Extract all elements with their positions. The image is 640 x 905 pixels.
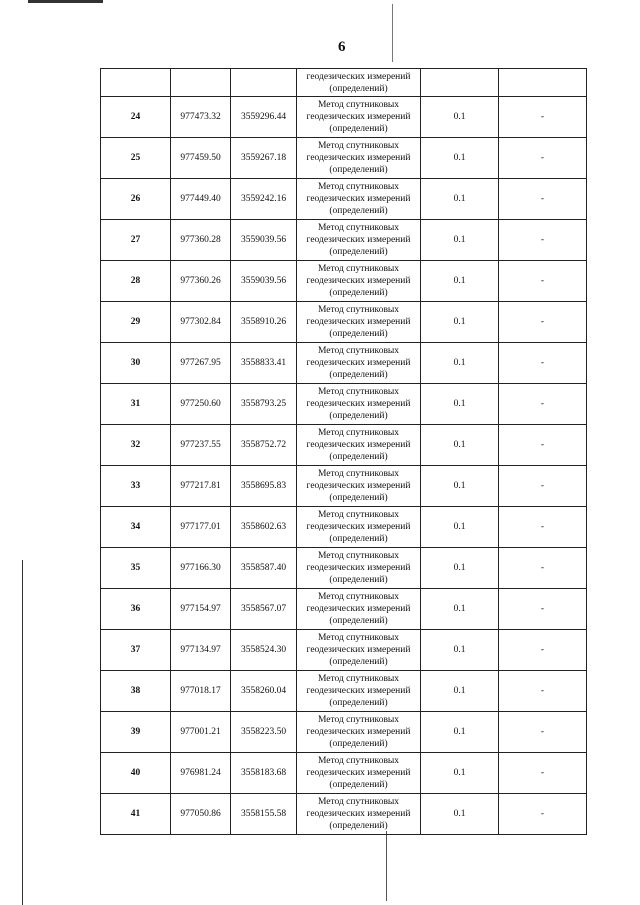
cell-method xyxy=(297,425,421,466)
cell-method xyxy=(297,97,421,138)
cell-y: 3558260.04 xyxy=(231,671,297,712)
cell-method xyxy=(297,69,421,97)
cell-description: - xyxy=(499,671,587,712)
cell-num: 25 xyxy=(101,138,171,179)
cell-accuracy: 0.1 xyxy=(421,630,499,671)
method-line: Метод спутниковых xyxy=(317,510,400,520)
cell-description: - xyxy=(499,343,587,384)
cell-x: 977302.84 xyxy=(171,302,231,343)
table-row xyxy=(101,712,587,753)
scan-left-rule xyxy=(22,560,23,905)
scan-center-rule-top xyxy=(392,4,393,62)
method-line: Метод спутниковых xyxy=(317,223,400,233)
method-line: геодезических измерений xyxy=(306,440,411,450)
cell-method xyxy=(297,712,421,753)
method-line: геодезических измерений xyxy=(306,276,411,286)
cell-accuracy xyxy=(421,69,499,97)
cell-description: - xyxy=(499,794,587,835)
cell-description: - xyxy=(499,589,587,630)
cell-method xyxy=(297,630,421,671)
cell-y xyxy=(231,69,297,97)
cell-accuracy: 0.1 xyxy=(421,384,499,425)
cell-accuracy: 0.1 xyxy=(421,589,499,630)
cell-accuracy: 0.1 xyxy=(421,261,499,302)
table-row xyxy=(101,138,587,179)
cell-x xyxy=(171,69,231,97)
cell-x: 977250.60 xyxy=(171,384,231,425)
cell-accuracy: 0.1 xyxy=(421,794,499,835)
cell-accuracy: 0.1 xyxy=(421,753,499,794)
method-line: геодезических измерений xyxy=(306,727,411,737)
cell-description: - xyxy=(499,425,587,466)
cell-num: 41 xyxy=(101,794,171,835)
cell-description xyxy=(499,69,587,97)
cell-num: 31 xyxy=(101,384,171,425)
method-line: Метод спутниковых xyxy=(317,182,400,192)
cell-num: 38 xyxy=(101,671,171,712)
cell-num: 29 xyxy=(101,302,171,343)
cell-accuracy: 0.1 xyxy=(421,179,499,220)
method-line: Метод спутниковых xyxy=(317,264,400,274)
cell-num: 32 xyxy=(101,425,171,466)
cell-y: 3558524.30 xyxy=(231,630,297,671)
cell-description: - xyxy=(499,97,587,138)
cell-x: 977459.50 xyxy=(171,138,231,179)
method-line: геодезических измерений xyxy=(306,153,411,163)
cell-description: - xyxy=(499,220,587,261)
cell-method xyxy=(297,671,421,712)
cell-x: 977154.97 xyxy=(171,589,231,630)
cell-accuracy: 0.1 xyxy=(421,507,499,548)
method-line: (определений) xyxy=(329,534,388,544)
method-line: Метод спутниковых xyxy=(317,428,400,438)
cell-x: 977217.81 xyxy=(171,466,231,507)
table-row xyxy=(101,97,587,138)
cell-num: 26 xyxy=(101,179,171,220)
cell-num: 39 xyxy=(101,712,171,753)
method-line: геодезических измерений xyxy=(306,399,411,409)
method-line: Метод спутниковых xyxy=(317,100,400,110)
scan-top-bar xyxy=(28,0,103,3)
method-line: Метод спутниковых xyxy=(317,633,400,643)
method-line: Метод спутниковых xyxy=(317,551,400,561)
cell-y: 3558833.41 xyxy=(231,343,297,384)
table-row xyxy=(101,753,587,794)
cell-accuracy: 0.1 xyxy=(421,97,499,138)
cell-description: - xyxy=(499,548,587,589)
cell-method xyxy=(297,220,421,261)
table-row xyxy=(101,794,587,835)
cell-description: - xyxy=(499,179,587,220)
cell-num: 28 xyxy=(101,261,171,302)
cell-accuracy: 0.1 xyxy=(421,425,499,466)
cell-y: 3558567.07 xyxy=(231,589,297,630)
cell-accuracy: 0.1 xyxy=(421,343,499,384)
cell-num xyxy=(101,69,171,97)
method-line: геодезических измерений xyxy=(306,522,411,532)
method-line: Метод спутниковых xyxy=(317,469,400,479)
cell-y: 3559267.18 xyxy=(231,138,297,179)
page-number: 6 xyxy=(338,39,346,55)
table-row xyxy=(101,343,587,384)
cell-description: - xyxy=(499,507,587,548)
cell-method xyxy=(297,753,421,794)
cell-num: 34 xyxy=(101,507,171,548)
cell-x: 977449.40 xyxy=(171,179,231,220)
cell-description: - xyxy=(499,261,587,302)
cell-y: 3558602.63 xyxy=(231,507,297,548)
cell-y: 3558587.40 xyxy=(231,548,297,589)
cell-y: 3558183.68 xyxy=(231,753,297,794)
method-line: геодезических измерений xyxy=(306,235,411,245)
cell-accuracy: 0.1 xyxy=(421,548,499,589)
cell-method xyxy=(297,384,421,425)
method-line: Метод спутниковых xyxy=(317,346,400,356)
cell-x: 977360.28 xyxy=(171,220,231,261)
method-line: (определений) xyxy=(329,739,388,749)
table-row-continuation xyxy=(101,69,587,97)
cell-x: 977050.86 xyxy=(171,794,231,835)
method-line: Метод спутниковых xyxy=(317,715,400,725)
method-line: (определений) xyxy=(329,780,388,790)
table-row xyxy=(101,261,587,302)
method-line: (определений) xyxy=(329,657,388,667)
method-line: (определений) xyxy=(329,575,388,585)
cell-x: 977267.95 xyxy=(171,343,231,384)
table-row xyxy=(101,589,587,630)
cell-method xyxy=(297,589,421,630)
cell-num: 35 xyxy=(101,548,171,589)
table-row xyxy=(101,548,587,589)
method-line: Метод спутниковых xyxy=(317,387,400,397)
method-line: геодезических измерений xyxy=(306,645,411,655)
method-line: Метод спутниковых xyxy=(317,674,400,684)
cell-y: 3558155.58 xyxy=(231,794,297,835)
table-row xyxy=(101,302,587,343)
cell-y: 3558752.72 xyxy=(231,425,297,466)
cell-method xyxy=(297,343,421,384)
cell-accuracy: 0.1 xyxy=(421,671,499,712)
cell-y: 3558695.83 xyxy=(231,466,297,507)
table-row xyxy=(101,466,587,507)
method-line: геодезических измерений xyxy=(306,317,411,327)
cell-y: 3558910.26 xyxy=(231,302,297,343)
cell-num: 24 xyxy=(101,97,171,138)
method-line: (определений) xyxy=(329,370,388,380)
scan-center-rule-bottom xyxy=(386,831,387,901)
method-line: Метод спутниковых xyxy=(317,141,400,151)
cell-x: 977001.21 xyxy=(171,712,231,753)
cell-accuracy: 0.1 xyxy=(421,466,499,507)
cell-num: 36 xyxy=(101,589,171,630)
method-line: геодезических измерений xyxy=(306,563,411,573)
method-line: геодезических измерений xyxy=(306,768,411,778)
cell-accuracy: 0.1 xyxy=(421,712,499,753)
method-line: Метод спутниковых xyxy=(317,592,400,602)
cell-description: - xyxy=(499,466,587,507)
cell-y: 3558223.50 xyxy=(231,712,297,753)
method-line: Метод спутниковых xyxy=(317,797,400,807)
method-line: (определений) xyxy=(329,411,388,421)
cell-accuracy: 0.1 xyxy=(421,302,499,343)
cell-description: - xyxy=(499,302,587,343)
table-row xyxy=(101,384,587,425)
cell-method xyxy=(297,507,421,548)
method-line: (определений) xyxy=(329,83,388,94)
method-line: геодезических измерений xyxy=(306,194,411,204)
cell-y: 3559242.16 xyxy=(231,179,297,220)
method-line: (определений) xyxy=(329,493,388,503)
cell-x: 977177.01 xyxy=(171,507,231,548)
cell-x: 977018.17 xyxy=(171,671,231,712)
cell-accuracy: 0.1 xyxy=(421,220,499,261)
method-line: (определений) xyxy=(329,616,388,626)
cell-method xyxy=(297,138,421,179)
cell-method xyxy=(297,261,421,302)
cell-x: 977237.55 xyxy=(171,425,231,466)
cell-method xyxy=(297,302,421,343)
cell-y: 3559296.44 xyxy=(231,97,297,138)
method-line: (определений) xyxy=(329,288,388,298)
method-line: Метод спутниковых xyxy=(317,305,400,315)
cell-y: 3559039.56 xyxy=(231,261,297,302)
cell-description: - xyxy=(499,630,587,671)
method-line: геодезических измерений xyxy=(306,112,411,122)
cell-method xyxy=(297,179,421,220)
method-line: геодезических измерений xyxy=(306,481,411,491)
cell-num: 37 xyxy=(101,630,171,671)
cell-accuracy: 0.1 xyxy=(421,138,499,179)
cell-x: 977473.32 xyxy=(171,97,231,138)
table-row xyxy=(101,179,587,220)
cell-x: 977360.26 xyxy=(171,261,231,302)
cell-y: 3559039.56 xyxy=(231,220,297,261)
cell-y: 3558793.25 xyxy=(231,384,297,425)
cell-description: - xyxy=(499,712,587,753)
method-line: (определений) xyxy=(329,165,388,175)
method-line: геодезических измерений xyxy=(306,809,411,819)
method-line: геодезических измерений xyxy=(306,686,411,696)
method-line: (определений) xyxy=(329,247,388,257)
method-line: (определений) xyxy=(329,698,388,708)
coordinates-table xyxy=(100,68,587,835)
table-row xyxy=(101,425,587,466)
cell-x: 976981.24 xyxy=(171,753,231,794)
cell-num: 33 xyxy=(101,466,171,507)
method-line: Метод спутниковых xyxy=(317,756,400,766)
method-line: геодезических измерений xyxy=(306,71,411,82)
cell-x: 977134.97 xyxy=(171,630,231,671)
method-line: геодезических измерений xyxy=(306,604,411,614)
cell-x: 977166.30 xyxy=(171,548,231,589)
table-row xyxy=(101,671,587,712)
cell-method xyxy=(297,548,421,589)
table-row xyxy=(101,220,587,261)
cell-description: - xyxy=(499,384,587,425)
cell-num: 40 xyxy=(101,753,171,794)
table-row xyxy=(101,630,587,671)
method-line: (определений) xyxy=(329,206,388,216)
table-row xyxy=(101,507,587,548)
cell-description: - xyxy=(499,753,587,794)
method-line: геодезических измерений xyxy=(306,358,411,368)
cell-method xyxy=(297,466,421,507)
cell-method xyxy=(297,794,421,835)
method-line: (определений) xyxy=(329,329,388,339)
method-line: (определений) xyxy=(329,821,388,831)
method-line: (определений) xyxy=(329,124,388,134)
cell-num: 30 xyxy=(101,343,171,384)
method-line: (определений) xyxy=(329,452,388,462)
cell-description: - xyxy=(499,138,587,179)
cell-num: 27 xyxy=(101,220,171,261)
